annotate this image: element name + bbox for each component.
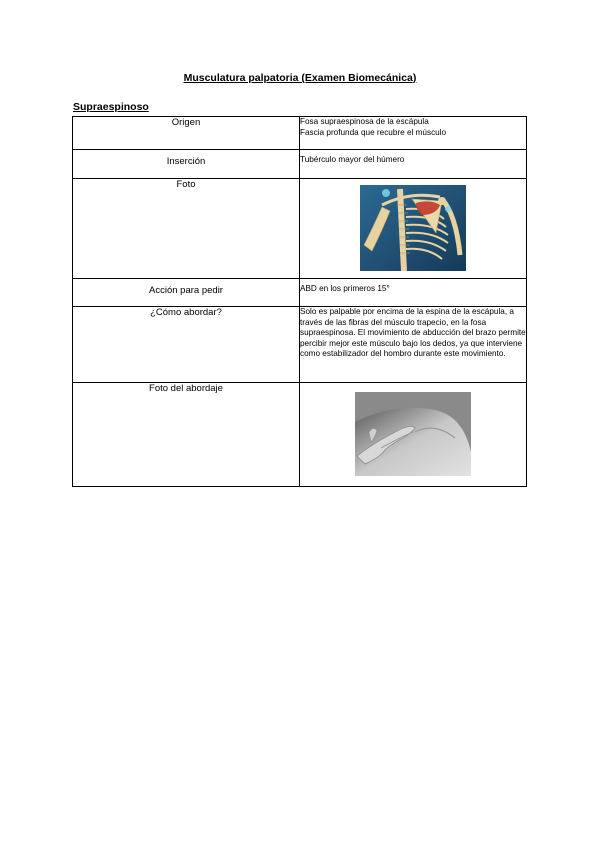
table-row-foto-abordaje	[73, 383, 527, 487]
table-row-origen	[73, 117, 527, 150]
row-label-foto: Foto	[73, 179, 300, 279]
section-heading: Supraespinoso	[73, 101, 149, 113]
table-row-insercion	[73, 150, 527, 179]
table-row-accion	[73, 279, 527, 307]
row-label-foto-abordaje: Foto del abordaje	[73, 383, 300, 487]
row-label-insercion: Inserción	[73, 150, 300, 179]
palpation-photo	[355, 392, 471, 476]
row-value-origen	[300, 117, 527, 150]
row-value-foto	[300, 179, 527, 279]
anatomy-illustration	[360, 185, 466, 271]
origen-line-1: Fosa supraespinosa de la escápula	[300, 117, 429, 126]
document-title: Musculatura palpatoria (Examen Biomecánica)	[183, 72, 417, 84]
row-value-accion: ABD en los primeros 15°	[300, 279, 527, 307]
origen-line-2: Fascia profunda que recubre el músculo	[300, 127, 447, 137]
row-label-origen: Origen	[73, 117, 300, 150]
row-label-abordar: ¿Cómo abordar?	[73, 307, 300, 383]
muscle-table	[72, 116, 527, 487]
table-row-foto	[73, 179, 527, 279]
row-value-foto-abordaje	[300, 383, 527, 487]
table-row-abordar	[73, 307, 527, 383]
row-label-accion: Acción para pedir	[73, 279, 300, 307]
row-value-abordar: Solo es palpable por encima de la espina de la escápula, a través de las fibras del músculo trapecio, en la fosa supraespinosa. El movimiento de abducción del brazo permite percibir mejor este músculo bajo los dedos, ya que interviene como estabilizador del hombro durante este movimiento.	[300, 307, 527, 383]
row-value-insercion: Tubérculo mayor del húmero	[300, 150, 527, 179]
